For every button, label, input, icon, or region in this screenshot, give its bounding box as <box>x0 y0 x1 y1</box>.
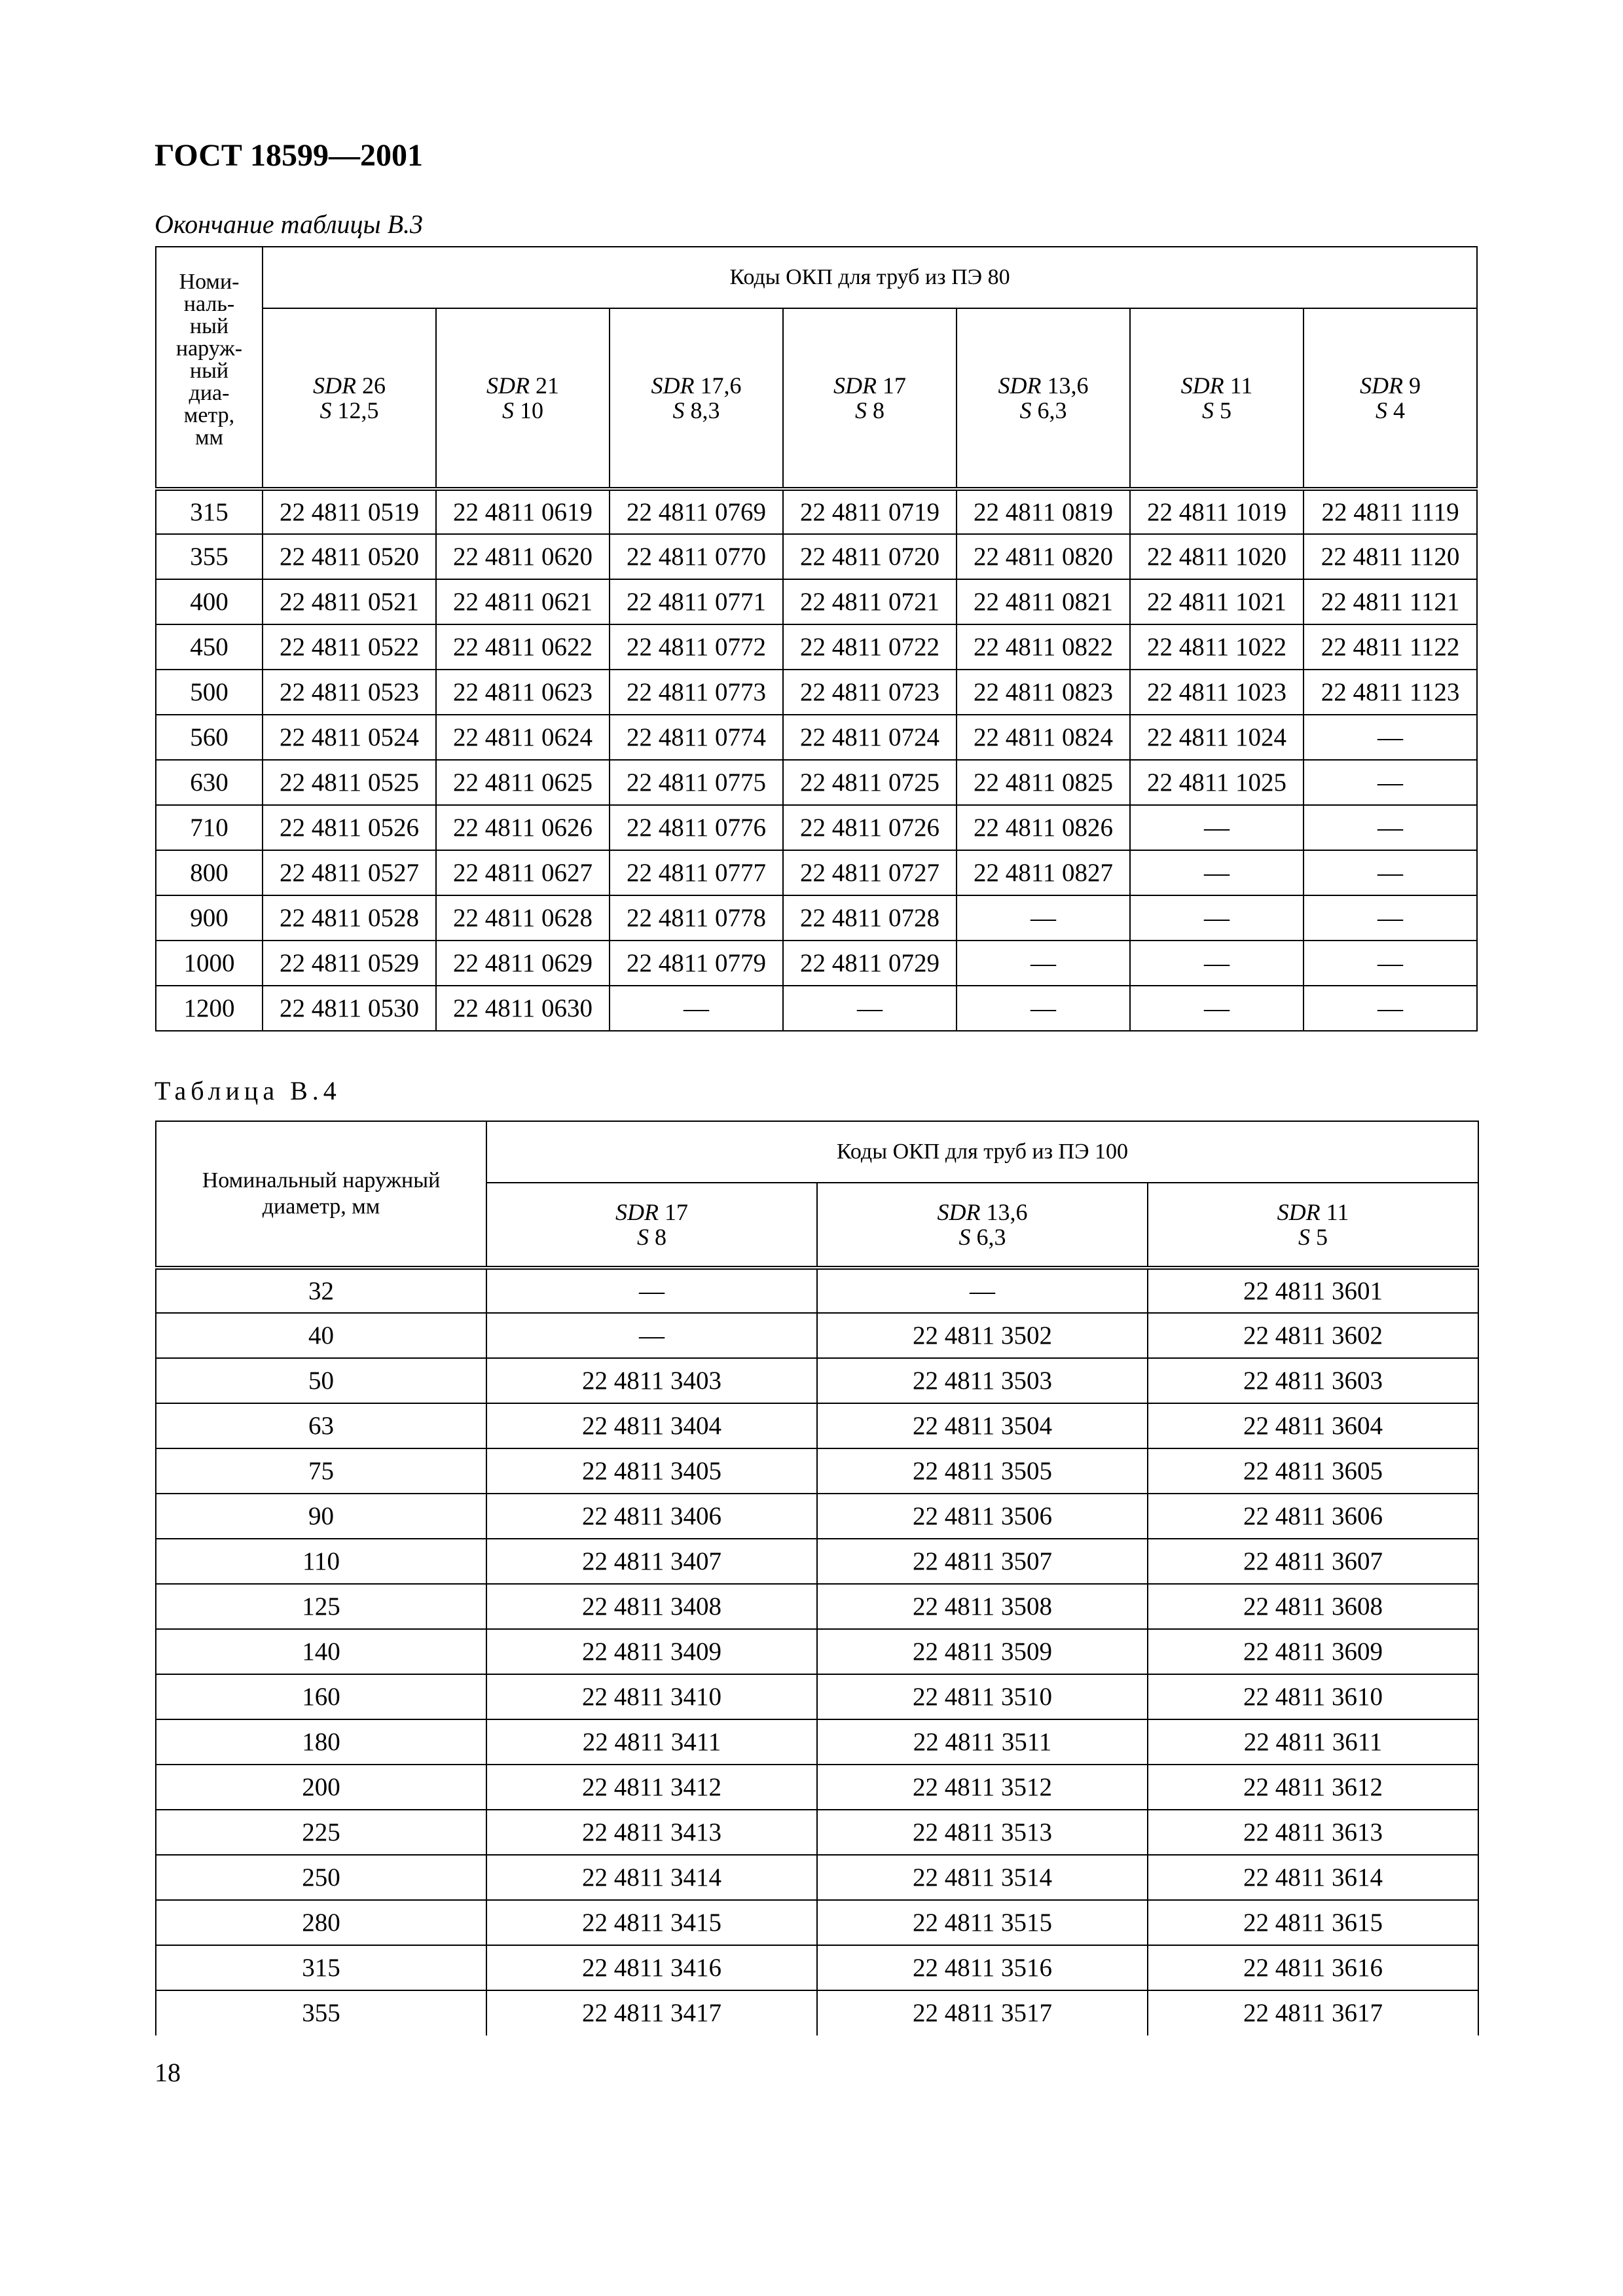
page-number: 18 <box>155 2058 181 2087</box>
table-row <box>156 715 1477 760</box>
okp-code-cell: — <box>486 1268 817 1313</box>
okp-code-cell: 22 4811 3406 <box>486 1494 817 1539</box>
okp-code-cell: 22 4811 0628 <box>436 895 610 941</box>
table-row <box>156 1494 1478 1539</box>
okp-code-cell: 22 4811 3505 <box>817 1448 1148 1494</box>
okp-code-cell: 22 4811 1022 <box>1130 624 1304 670</box>
sdr-column-header: SDR 17 S 8 <box>783 308 957 489</box>
table-row <box>156 1268 1478 1313</box>
okp-code-cell: 22 4811 3609 <box>1148 1629 1478 1674</box>
okp-code-cell: 22 4811 3602 <box>1148 1313 1478 1358</box>
sdr-column-header: SDR 11 S 5 <box>1130 308 1304 489</box>
diameter-cell: 40 <box>156 1313 486 1358</box>
okp-code-cell: 22 4811 0721 <box>783 579 957 624</box>
okp-code-cell: 22 4811 0825 <box>957 760 1130 805</box>
okp-code-cell: 22 4811 1025 <box>1130 760 1304 805</box>
okp-code-cell: 22 4811 3617 <box>1148 1990 1478 2036</box>
group-column-header: Коды ОКП для труб из ПЭ 80 <box>263 247 1477 308</box>
okp-code-cell: 22 4811 0775 <box>610 760 783 805</box>
okp-code-cell: 22 4811 3605 <box>1148 1448 1478 1494</box>
okp-code-cell: — <box>1130 850 1304 895</box>
table-row <box>156 1358 1478 1403</box>
diameter-cell: 400 <box>156 579 263 624</box>
okp-code-cell: 22 4811 1119 <box>1304 489 1477 534</box>
table-row <box>156 534 1477 579</box>
okp-code-cell: 22 4811 3510 <box>817 1674 1148 1719</box>
okp-code-cell: 22 4811 0530 <box>263 986 436 1031</box>
okp-code-cell: 22 4811 1122 <box>1304 624 1477 670</box>
diameter-cell: 50 <box>156 1358 486 1403</box>
okp-code-cell: 22 4811 0778 <box>610 895 783 941</box>
okp-code-cell: 22 4811 3403 <box>486 1358 817 1403</box>
okp-code-cell: 22 4811 0772 <box>610 624 783 670</box>
okp-code-cell: 22 4811 0774 <box>610 715 783 760</box>
okp-code-cell: 22 4811 1123 <box>1304 670 1477 715</box>
okp-code-cell: 22 4811 3412 <box>486 1765 817 1810</box>
diameter-cell: 710 <box>156 805 263 850</box>
okp-code-cell: 22 4811 3411 <box>486 1719 817 1765</box>
okp-code-cell: 22 4811 3611 <box>1148 1719 1478 1765</box>
okp-code-cell: 22 4811 0525 <box>263 760 436 805</box>
diameter-cell: 200 <box>156 1765 486 1810</box>
table-row <box>156 805 1477 850</box>
table-row <box>156 1313 1478 1358</box>
okp-code-cell: 22 4811 0723 <box>783 670 957 715</box>
table-row <box>156 624 1477 670</box>
okp-code-cell: 22 4811 3607 <box>1148 1539 1478 1584</box>
table-row <box>156 1810 1478 1855</box>
diameter-cell: 75 <box>156 1448 486 1494</box>
diameter-cell: 125 <box>156 1584 486 1629</box>
sdr-column-header: SDR 11 S 5 <box>1148 1183 1478 1268</box>
okp-code-cell: 22 4811 3513 <box>817 1810 1148 1855</box>
okp-code-cell: 22 4811 3508 <box>817 1584 1148 1629</box>
diameter-cell: 355 <box>156 1990 486 2036</box>
okp-code-cell: 22 4811 3603 <box>1148 1358 1478 1403</box>
okp-code-cell: 22 4811 0521 <box>263 579 436 624</box>
sdr-column-header: SDR 9 S 4 <box>1304 308 1477 489</box>
okp-code-cell: 22 4811 3417 <box>486 1990 817 2036</box>
sdr-column-header: SDR 26 S 12,5 <box>263 308 436 489</box>
okp-code-cell: 22 4811 3610 <box>1148 1674 1478 1719</box>
okp-code-cell: — <box>817 1268 1148 1313</box>
okp-code-cell: 22 4811 3504 <box>817 1403 1148 1448</box>
okp-code-cell: 22 4811 3502 <box>817 1313 1148 1358</box>
table-row <box>156 1765 1478 1810</box>
okp-code-cell: 22 4811 1024 <box>1130 715 1304 760</box>
okp-code-cell: 22 4811 3404 <box>486 1403 817 1448</box>
table-row <box>156 1945 1478 1990</box>
diameter-cell: 280 <box>156 1900 486 1945</box>
okp-code-cell: 22 4811 0722 <box>783 624 957 670</box>
okp-code-cell: 22 4811 3407 <box>486 1539 817 1584</box>
okp-code-cell: 22 4811 0724 <box>783 715 957 760</box>
okp-code-cell: 22 4811 0621 <box>436 579 610 624</box>
diameter-cell: 1000 <box>156 941 263 986</box>
diameter-cell: 140 <box>156 1629 486 1674</box>
diameter-cell: 315 <box>156 489 263 534</box>
okp-code-cell: 22 4811 0627 <box>436 850 610 895</box>
table-row <box>156 1629 1478 1674</box>
diameter-cell: 225 <box>156 1810 486 1855</box>
okp-code-cell: 22 4811 0623 <box>436 670 610 715</box>
okp-code-cell: — <box>1130 986 1304 1031</box>
okp-code-cell: 22 4811 1120 <box>1304 534 1477 579</box>
table-b4 <box>155 1121 1479 2036</box>
okp-code-cell: 22 4811 0826 <box>957 805 1130 850</box>
okp-code-cell: 22 4811 0619 <box>436 489 610 534</box>
diameter-cell: 32 <box>156 1268 486 1313</box>
okp-code-cell: 22 4811 3414 <box>486 1855 817 1900</box>
okp-code-cell: 22 4811 0523 <box>263 670 436 715</box>
okp-code-cell: 22 4811 3616 <box>1148 1945 1478 1990</box>
table-row <box>156 1990 1478 2036</box>
table-row <box>156 1584 1478 1629</box>
okp-code-cell: 22 4811 3409 <box>486 1629 817 1674</box>
okp-code-cell: 22 4811 0823 <box>957 670 1130 715</box>
sdr-column-header: SDR 17 S 8 <box>486 1183 817 1268</box>
okp-code-cell: 22 4811 3615 <box>1148 1900 1478 1945</box>
okp-code-cell: 22 4811 0776 <box>610 805 783 850</box>
okp-code-cell: — <box>957 895 1130 941</box>
okp-code-cell: 22 4811 3511 <box>817 1719 1148 1765</box>
sdr-column-header: SDR 13,6 S 6,3 <box>957 308 1130 489</box>
okp-code-cell: 22 4811 1021 <box>1130 579 1304 624</box>
table-row <box>156 986 1477 1031</box>
okp-code-cell: 22 4811 0819 <box>957 489 1130 534</box>
okp-code-cell: 22 4811 3606 <box>1148 1494 1478 1539</box>
okp-code-cell: 22 4811 1020 <box>1130 534 1304 579</box>
okp-code-cell: 22 4811 3413 <box>486 1810 817 1855</box>
table-row <box>156 670 1477 715</box>
okp-code-cell: 22 4811 1019 <box>1130 489 1304 534</box>
sdr-column-header: SDR 13,6 S 6,3 <box>817 1183 1148 1268</box>
table-b4-caption: Таблица В.4 <box>155 1076 341 1105</box>
okp-code-cell: 22 4811 0821 <box>957 579 1130 624</box>
diameter-cell: 90 <box>156 1494 486 1539</box>
diameter-cell: 1200 <box>156 986 263 1031</box>
table-row <box>156 1403 1478 1448</box>
okp-code-cell: 22 4811 0526 <box>263 805 436 850</box>
okp-code-cell: — <box>1304 941 1477 986</box>
okp-code-cell: 22 4811 0779 <box>610 941 783 986</box>
table-row <box>156 760 1477 805</box>
okp-code-cell: — <box>957 986 1130 1031</box>
okp-code-cell: 22 4811 3509 <box>817 1629 1148 1674</box>
okp-code-cell: 22 4811 0524 <box>263 715 436 760</box>
table-row <box>156 1674 1478 1719</box>
okp-code-cell: 22 4811 3410 <box>486 1674 817 1719</box>
okp-code-cell: 22 4811 0520 <box>263 534 436 579</box>
okp-code-cell: 22 4811 1121 <box>1304 579 1477 624</box>
okp-code-cell: — <box>1304 895 1477 941</box>
diameter-cell: 560 <box>156 715 263 760</box>
okp-code-cell: 22 4811 0822 <box>957 624 1130 670</box>
okp-code-cell: — <box>1304 850 1477 895</box>
okp-code-cell: 22 4811 0720 <box>783 534 957 579</box>
okp-code-cell: 22 4811 0519 <box>263 489 436 534</box>
okp-code-cell: 22 4811 0622 <box>436 624 610 670</box>
okp-code-cell: 22 4811 0727 <box>783 850 957 895</box>
okp-code-cell: 22 4811 3515 <box>817 1900 1148 1945</box>
table-row <box>156 1539 1478 1584</box>
okp-code-cell: — <box>1304 760 1477 805</box>
diameter-cell: 250 <box>156 1855 486 1900</box>
okp-code-cell: 22 4811 3405 <box>486 1448 817 1494</box>
okp-code-cell: 22 4811 3604 <box>1148 1403 1478 1448</box>
okp-code-cell: 22 4811 0771 <box>610 579 783 624</box>
diameter-cell: 180 <box>156 1719 486 1765</box>
table-row <box>156 1855 1478 1900</box>
okp-code-cell: 22 4811 0629 <box>436 941 610 986</box>
okp-code-cell: — <box>1304 715 1477 760</box>
okp-code-cell: — <box>1304 805 1477 850</box>
okp-code-cell: 22 4811 3514 <box>817 1855 1148 1900</box>
okp-code-cell: 22 4811 0777 <box>610 850 783 895</box>
diameter-cell: 355 <box>156 534 263 579</box>
sdr-column-header: SDR 21 S 10 <box>436 308 610 489</box>
okp-code-cell: 22 4811 0820 <box>957 534 1130 579</box>
okp-code-cell: 22 4811 0528 <box>263 895 436 941</box>
okp-code-cell: — <box>1130 895 1304 941</box>
table-row <box>156 850 1477 895</box>
okp-code-cell: 22 4811 0725 <box>783 760 957 805</box>
okp-code-cell: 22 4811 0522 <box>263 624 436 670</box>
okp-code-cell: 22 4811 0726 <box>783 805 957 850</box>
okp-code-cell: 22 4811 0529 <box>263 941 436 986</box>
okp-code-cell: — <box>486 1313 817 1358</box>
table-row <box>156 489 1477 534</box>
okp-code-cell: 22 4811 0626 <box>436 805 610 850</box>
table-row <box>156 1448 1478 1494</box>
okp-code-cell: — <box>1130 805 1304 850</box>
okp-code-cell: 22 4811 3512 <box>817 1765 1148 1810</box>
okp-code-cell: 22 4811 0624 <box>436 715 610 760</box>
okp-code-cell: 22 4811 0630 <box>436 986 610 1031</box>
sdr-column-header: SDR 17,6 S 8,3 <box>610 308 783 489</box>
table-row <box>156 1900 1478 1945</box>
diameter-cell: 800 <box>156 850 263 895</box>
okp-code-cell: — <box>610 986 783 1031</box>
table-row <box>156 1719 1478 1765</box>
okp-code-cell: — <box>783 986 957 1031</box>
group-column-header: Коды ОКП для труб из ПЭ 100 <box>486 1121 1478 1183</box>
okp-code-cell: — <box>1304 986 1477 1031</box>
diameter-cell: 630 <box>156 760 263 805</box>
diameter-cell: 450 <box>156 624 263 670</box>
okp-code-cell: 22 4811 3612 <box>1148 1765 1478 1810</box>
diameter-cell: 900 <box>156 895 263 941</box>
okp-code-cell: 22 4811 0773 <box>610 670 783 715</box>
diameter-cell: 160 <box>156 1674 486 1719</box>
okp-code-cell: 22 4811 0729 <box>783 941 957 986</box>
okp-code-cell: 22 4811 3601 <box>1148 1268 1478 1313</box>
diameter-cell: 500 <box>156 670 263 715</box>
okp-code-cell: 22 4811 0719 <box>783 489 957 534</box>
okp-code-cell: 22 4811 3506 <box>817 1494 1148 1539</box>
okp-code-cell: 22 4811 3503 <box>817 1358 1148 1403</box>
okp-code-cell: 22 4811 3516 <box>817 1945 1148 1990</box>
okp-code-cell: 22 4811 0728 <box>783 895 957 941</box>
okp-code-cell: 22 4811 0527 <box>263 850 436 895</box>
diameter-cell: 63 <box>156 1403 486 1448</box>
okp-code-cell: 22 4811 3613 <box>1148 1810 1478 1855</box>
okp-code-cell: 22 4811 0824 <box>957 715 1130 760</box>
okp-code-cell: 22 4811 3614 <box>1148 1855 1478 1900</box>
diameter-column-header: Номинальный наружный диаметр, мм <box>156 1121 486 1268</box>
okp-code-cell: 22 4811 0827 <box>957 850 1130 895</box>
okp-code-cell: 22 4811 1023 <box>1130 670 1304 715</box>
okp-code-cell: — <box>1130 941 1304 986</box>
diameter-cell: 315 <box>156 1945 486 1990</box>
okp-code-cell: 22 4811 0769 <box>610 489 783 534</box>
okp-code-cell: 22 4811 0770 <box>610 534 783 579</box>
okp-code-cell: 22 4811 3517 <box>817 1990 1148 2036</box>
table-b3-caption: Окончание таблицы В.3 <box>155 209 424 239</box>
okp-code-cell: 22 4811 3507 <box>817 1539 1148 1584</box>
table-row <box>156 941 1477 986</box>
okp-code-cell: 22 4811 3416 <box>486 1945 817 1990</box>
okp-code-cell: 22 4811 3608 <box>1148 1584 1478 1629</box>
table-row <box>156 895 1477 941</box>
okp-code-cell: 22 4811 0620 <box>436 534 610 579</box>
okp-code-cell: — <box>957 941 1130 986</box>
diameter-column-header: Номи- наль- ный наруж- ный диа- метр, мм <box>156 247 263 489</box>
table-b3 <box>155 246 1478 1031</box>
table-row <box>156 579 1477 624</box>
okp-code-cell: 22 4811 3408 <box>486 1584 817 1629</box>
diameter-cell: 110 <box>156 1539 486 1584</box>
okp-code-cell: 22 4811 0625 <box>436 760 610 805</box>
document-title: ГОСТ 18599—2001 <box>155 138 423 173</box>
okp-code-cell: 22 4811 3415 <box>486 1900 817 1945</box>
